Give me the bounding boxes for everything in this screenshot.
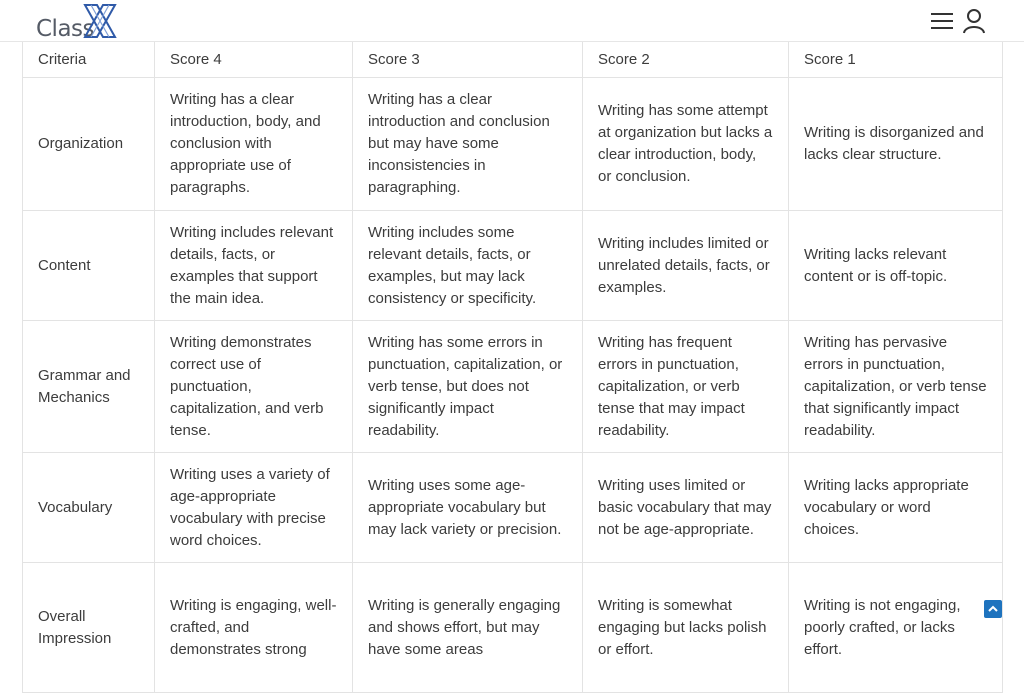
score-4-cell: Writing uses a variety of age-appropriate vocabulary with precise word choices. [155, 453, 353, 563]
criteria-cell: Overall Impression [23, 563, 155, 693]
criteria-cell: Organization [23, 78, 155, 211]
hamburger-menu-icon[interactable] [930, 11, 954, 31]
classx-logo[interactable] [36, 4, 126, 40]
score-1-cell: Writing lacks appropriate vocabulary or word choices. [789, 453, 1003, 563]
criteria-cell: Content [23, 211, 155, 321]
table-row [23, 78, 1003, 211]
criteria-cell: Vocabulary [23, 453, 155, 563]
chevron-up-icon [989, 607, 997, 611]
score-1-cell: Writing lacks relevant content or is off-topic. [789, 211, 1003, 321]
user-account-icon[interactable] [962, 8, 986, 34]
score-3-cell: Writing has a clear introduction and conclusion but may have some inconsistencies in paragraphing. [353, 78, 583, 211]
score-4-cell: Writing is engaging, well-crafted, and demonstrates strong [155, 563, 353, 693]
column-header-score-2: Score 2 [583, 29, 789, 78]
score-4-cell: Writing includes relevant details, facts, or examples that support the main idea. [155, 211, 353, 321]
rubric-table [22, 28, 1003, 693]
score-3-cell: Writing uses some age-appropriate vocabulary but may lack variety or precision. [353, 453, 583, 563]
score-2-cell: Writing includes limited or unrelated details, facts, or examples. [583, 211, 789, 321]
table-row [23, 321, 1003, 453]
rubric-table-container [22, 28, 1002, 658]
score-3-cell: Writing is generally engaging and shows effort, but may have some areas [353, 563, 583, 693]
score-1-cell: Writing has pervasive errors in punctuation, capitalization, or verb tense that significantly impact readability. [789, 321, 1003, 453]
score-4-cell: Writing has a clear introduction, body, and conclusion with appropriate use of paragraphs. [155, 78, 353, 211]
criteria-cell: Grammar and Mechanics [23, 321, 155, 453]
logo-text: Class [36, 16, 95, 42]
table-row [23, 211, 1003, 321]
score-4-cell: Writing demonstrates correct use of punctuation, capitalization, and verb tense. [155, 321, 353, 453]
score-3-cell: Writing includes some relevant details, facts, or examples, but may lack consistency or specificity. [353, 211, 583, 321]
site-header [0, 0, 1024, 42]
score-1-cell: Writing is disorganized and lacks clear structure. [789, 78, 1003, 211]
score-2-cell: Writing is somewhat engaging but lacks polish or effort. [583, 563, 789, 693]
score-2-cell: Writing uses limited or basic vocabulary that may not be age-appropriate. [583, 453, 789, 563]
score-2-cell: Writing has frequent errors in punctuation, capitalization, or verb tense that may impact readability. [583, 321, 789, 453]
table-row [23, 453, 1003, 563]
table-row [23, 563, 1003, 693]
scroll-to-top-button[interactable] [984, 600, 1002, 618]
column-header-score-3: Score 3 [353, 29, 583, 78]
score-3-cell: Writing has some errors in punctuation, capitalization, or verb tense, but does not significantly impact readability. [353, 321, 583, 453]
logo-x-mark-icon [82, 4, 118, 38]
score-2-cell: Writing has some attempt at organization but lacks a clear introduction, body, or conclusion. [583, 78, 789, 211]
column-header-criteria: Criteria [23, 29, 155, 78]
column-header-score-1: Score 1 [789, 29, 1003, 78]
column-header-score-4: Score 4 [155, 29, 353, 78]
score-1-cell: Writing is not engaging, poorly crafted, or lacks effort. [789, 563, 1003, 693]
